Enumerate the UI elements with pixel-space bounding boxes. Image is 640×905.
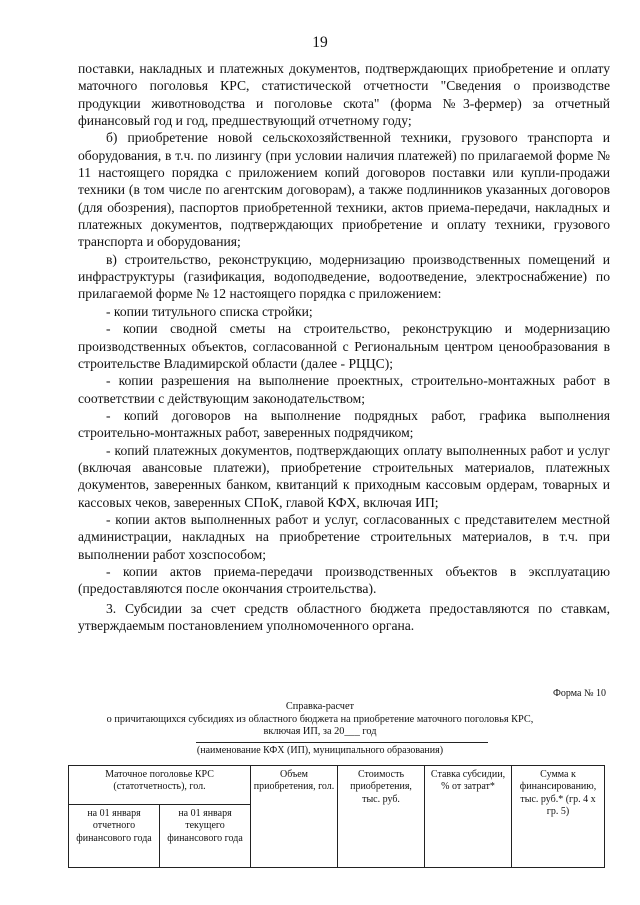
- form-title: Справка-расчет: [285, 701, 355, 712]
- paragraph: - копии актов выполненных работ и услуг, согласованных с представителем местной администрации, накладных на приобретение строительных материалов, в т.ч. при выполнении работ хозспособом;: [78, 511, 610, 562]
- subheader-cell-reporting-year: на 01 января отчетного финансового года: [69, 805, 160, 868]
- name-underline: [196, 742, 488, 743]
- paragraph: в) строительство, реконструкцию, модернизацию производственных помещений и инфраструктуры (газификация, водоподведение, водоотведение, электроснабжение) по прилагаемой форме № 12 настоящего порядка с приложением:: [78, 251, 610, 302]
- paragraph: 3. Субсидии за счет средств областного бюджета предоставляются по ставкам, утверждаемым постановлением уполномоченного органа.: [78, 600, 610, 633]
- form-subtitle: о причитающихся субсидиях из областного бюджета на приобретение маточного поголовья КРС,: [106, 713, 534, 725]
- paragraph: поставки, накладных и платежных документов, подтверждающих приобретение и оплату маточного поголовья КРС, статистической отчетности "Сведения о производстве продукции животноводства и поголовье скота" (форма №3-фермер) за отчетный финансовый год и год, предшествующий отчетному году;: [78, 61, 610, 129]
- paragraph: - копий платежных документов, подтверждающих оплату выполненных работ и услуг (включая авансовые платежи), приобретение строительных материалов, платежных документов, заверенных банком, квитанций к приходным кассовым ордерам, товарных и кассовых чеков, заверенных СПоК, главой КФХ, включая ИП;: [78, 442, 610, 510]
- form-label: Форма № 10: [553, 688, 606, 699]
- table-header-row: [69, 766, 605, 805]
- header-cell-rate: Ставка субсидии, % от затрат*: [425, 766, 512, 868]
- name-caption: (наименование КФХ (ИП), муниципального образования): [196, 745, 444, 756]
- header-cell-amount: Сумма к финансированию, тыс. руб.* (гр. 4 х гр. 5): [512, 766, 605, 868]
- paragraph: - копии разрешения на выполнение проектных, строительно-монтажных работ в соответствии с действующим законодательством;: [78, 373, 610, 406]
- subheader-cell-current-year: на 01 января текущего финансового года: [160, 805, 251, 868]
- subsidy-calculation-table: [68, 765, 605, 868]
- form-heading: [0, 701, 640, 739]
- form-subtitle-year: включая ИП, за 20___ год: [263, 726, 377, 737]
- document-body: [78, 60, 610, 634]
- paragraph: - копии титульного списка стройки;: [106, 303, 313, 319]
- paragraph: - копий договоров на выполнение подрядных работ, графика выполнения строительно-монтажных работ, заверенных подрядчиком;: [78, 407, 610, 441]
- paragraph: - копии сводной сметы на строительство, реконструкцию и модернизацию производственных объектов, согласованной с Региональным центром ценообразования в строительстве Владимирской области (далее - РЦЦС);: [78, 321, 610, 371]
- header-cell-volume: Объем приобретения, гол.: [251, 766, 338, 868]
- page-number: 19: [312, 34, 328, 51]
- paragraph: - копии актов приема-передачи производственных объектов в эксплуатацию (предоставляются после окончания строительства).: [78, 563, 610, 597]
- header-cell-cost: Стоимость приобретения, тыс. руб.: [338, 766, 425, 868]
- header-cell-livestock: Маточное поголовье КРС (статотчетность), гол.: [69, 766, 251, 805]
- paragraph: б) приобретение новой сельскохозяйственной техники, грузового транспорта и оборудования, в т.ч. по лизингу (при условии наличия платежей) по прилагаемой форме № 11 настоящего порядка с приложением копий договоров поставки или купли-продажи техники (в том числе по агентским договорам), а также подлинников указанных договоров (для обозрения), паспортов приобретенной техники, актов приема-передачи, накладных и платежных документов, подтверждающих приобретение и оплату техники, грузового транспорта и оборудования;: [78, 130, 610, 250]
